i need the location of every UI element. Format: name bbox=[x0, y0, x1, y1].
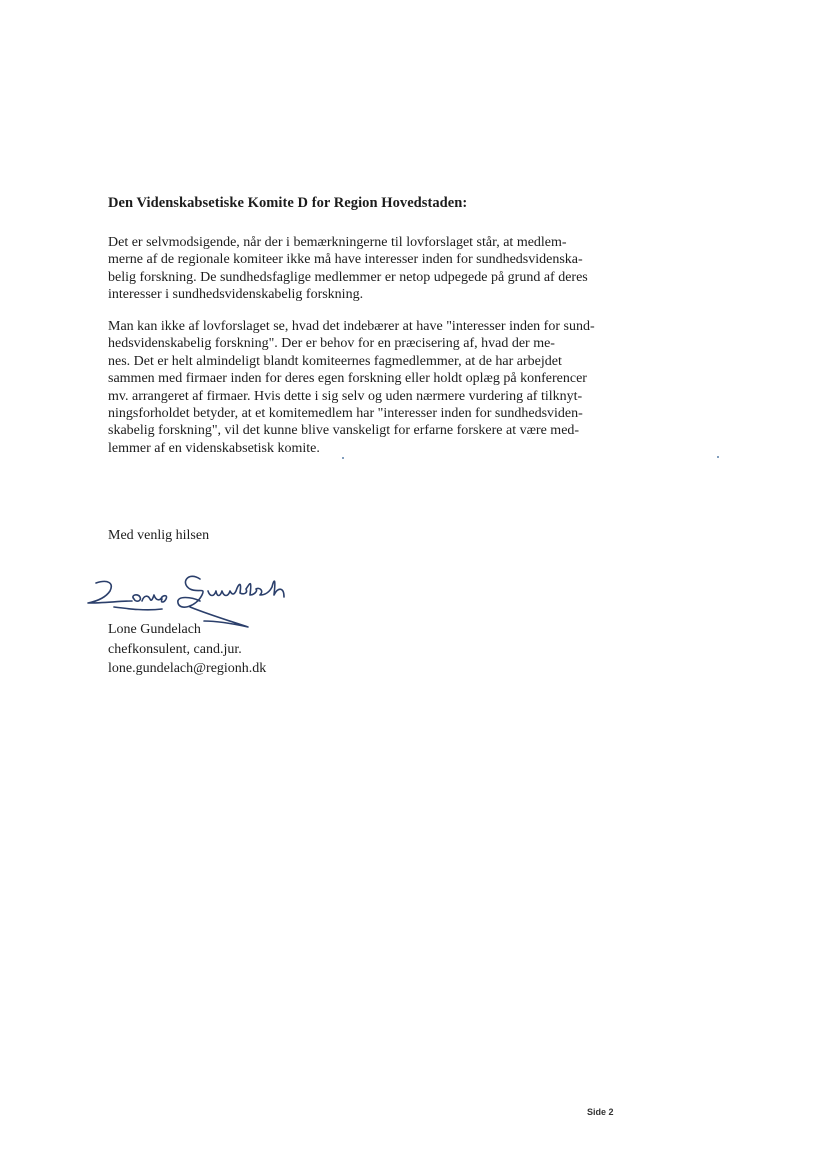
paragraph-line: belig forskning. De sundhedsfaglige medlemmer er netop udpegede på grund af deres bbox=[108, 269, 588, 285]
signer-block bbox=[108, 620, 266, 679]
paragraph-line: Man kan ikke af lovforslaget se, hvad det indebærer at have "interesser inden for sund- bbox=[108, 319, 595, 334]
paragraph-line: ningsforholdet betyder, at et komitemedlem har "interesser inden for sundhedsviden- bbox=[108, 406, 583, 422]
page-number: Side 2 bbox=[587, 1107, 614, 1117]
paragraph-line: mv. arrangeret af firmaer. Hvis dette i sig selv og uden nærmere vurdering af tilknyt- bbox=[108, 388, 583, 404]
paragraph-line: skabelig forskning", vil det kunne blive vanskeligt for erfarne forskere at være med- bbox=[108, 423, 580, 439]
paragraph-line: nes. Det er helt almindeligt blandt komiteernes fagmedlemmer, at de har arbejdet bbox=[108, 353, 562, 369]
signer-name: Lone Gundelach bbox=[108, 622, 201, 637]
closing-greeting: Med venlig hilsen bbox=[108, 528, 210, 543]
paragraph-line: lemmer af en videnskabsetisk komite. bbox=[108, 440, 320, 456]
paragraph-line: interesser i sundhedsvidenskabelig forskning. bbox=[108, 287, 364, 303]
paragraph-2 bbox=[108, 318, 628, 457]
paragraph-1 bbox=[108, 234, 628, 304]
scan-artifact bbox=[717, 456, 719, 458]
scan-artifact bbox=[342, 457, 344, 459]
signer-email: lone.gundelach@regionh.dk bbox=[108, 661, 267, 676]
letter-heading: Den Videnskabsetiske Komite D for Region Hovedstaden: bbox=[108, 195, 468, 211]
paragraph-line: sammen med firmaer inden for deres egen forskning eller holdt oplæg på konferencer bbox=[108, 371, 587, 387]
signer-title: chefkonsulent, cand.jur. bbox=[108, 641, 242, 657]
paragraph-line: hedsvidenskabelig forskning". Der er behov for en præcisering af, hvad der me- bbox=[108, 336, 555, 352]
paragraph-line: Det er selvmodsigende, når der i bemærkningerne til lovforslaget står, at medlem- bbox=[108, 235, 567, 250]
paragraph-line: merne af de regionale komiteer ikke må have interesser inden for sundhedsvidenska- bbox=[108, 252, 583, 268]
